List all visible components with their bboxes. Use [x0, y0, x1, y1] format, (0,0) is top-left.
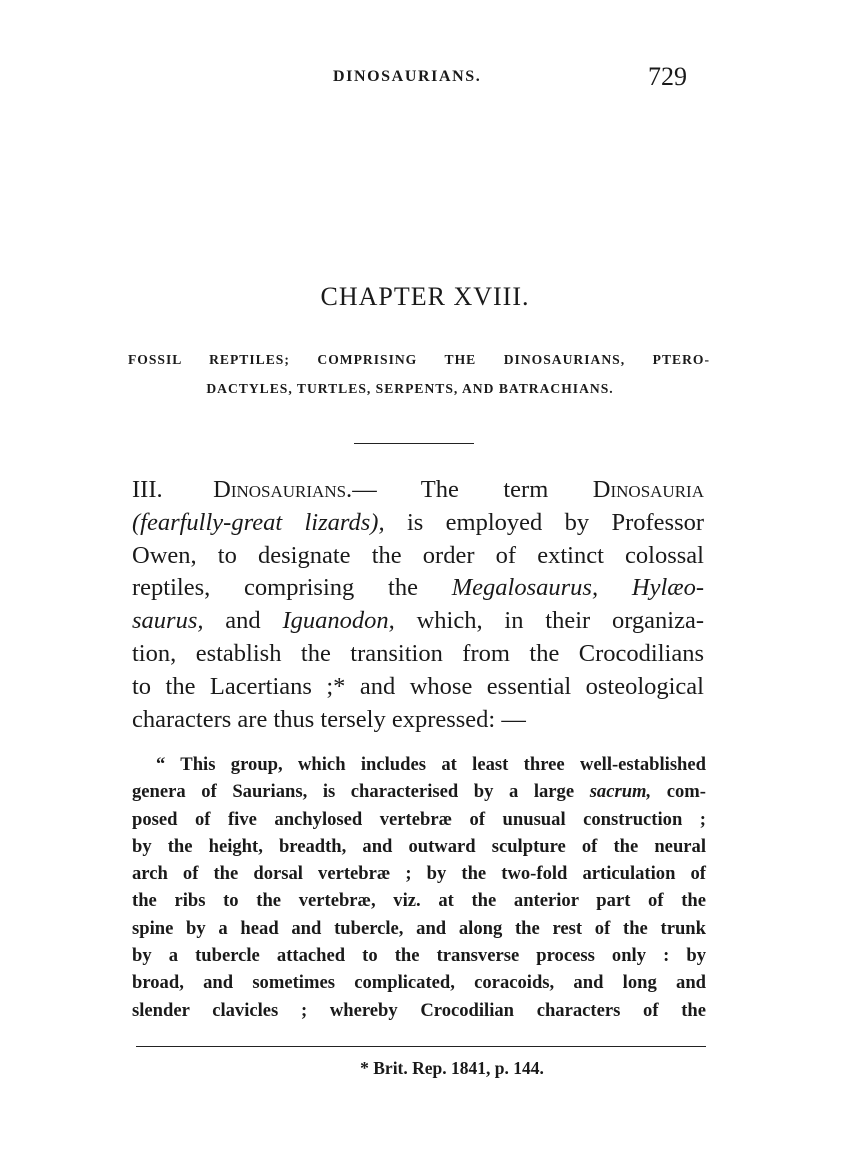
body-line: tion, establish the transition from the Crocodilians: [132, 639, 704, 667]
quote-line: broad, and sometimes complicated, coracoids, and long and: [132, 972, 706, 994]
quote-line: arch of the dorsal vertebræ ; by the two-fold articulation of: [132, 863, 706, 885]
quote-line: by the height, breadth, and outward sculpture of the neural: [132, 835, 706, 857]
chapter-title: CHAPTER XVIII.: [320, 282, 530, 311]
section-heading: Dinosaurians.: [213, 476, 353, 503]
body-text: which, in their organiza-: [416, 607, 705, 635]
section-divider: [354, 443, 474, 444]
body-line: [132, 474, 704, 507]
quote-line: “ This group, which includes at least three well-established: [156, 754, 706, 775]
body-line: [132, 605, 704, 638]
body-text: and: [225, 607, 261, 635]
section-body: [132, 474, 704, 736]
chapter-subtitle: [128, 345, 710, 403]
body-text: is employed by Professor: [406, 508, 705, 536]
page-number: 729: [648, 62, 687, 91]
quote-text: genera of Saurians, is characterised by a large: [132, 781, 575, 803]
quote-line: slender clavicles ; whereby Crocodilian characters of the: [132, 999, 706, 1021]
body-italic: Iguanodon,: [282, 607, 395, 635]
running-head: [0, 64, 850, 94]
body-line: [132, 572, 704, 605]
body-line: characters are thus tersely expressed: —: [132, 705, 526, 733]
body-line: [132, 507, 704, 540]
body-line: to the Lacertians ;* and whose essential osteological: [132, 672, 704, 700]
body-italic: Hylæo-: [631, 574, 704, 602]
section-numeral: III.: [132, 476, 163, 503]
chapter-subtitle-line-1: FOSSIL REPTILES; COMPRISING THE DINOSAURIANS, PTERO-: [128, 352, 710, 367]
quote-italic: sacrum,: [589, 781, 652, 803]
quote-line: by a tubercle attached to the transverse process only : by: [132, 945, 706, 967]
running-title: DINOSAURIANS.: [333, 68, 482, 85]
footnote: [0, 1058, 850, 1079]
quote-line: spine by a head and tubercle, and along the rest of the trunk: [132, 917, 706, 939]
body-italic: (fearfully-great lizards),: [132, 508, 385, 536]
body-italic: saurus,: [132, 607, 204, 635]
body-term: Dinosauria: [592, 476, 704, 503]
body-italic: Megalosaurus,: [451, 574, 599, 602]
quote-line: the ribs to the vertebræ, viz. at the anterior part of the: [132, 890, 706, 912]
body-line: Owen, to designate the order of extinct colossal: [132, 541, 704, 569]
body-text: reptiles, comprising the: [132, 574, 418, 602]
footnote-text: * Brit. Rep. 1841, p. 144.: [360, 1058, 544, 1078]
chapter-subtitle-line-2: DACTYLES, TURTLES, SERPENTS, AND BATRACHIANS.: [206, 381, 614, 396]
quote-line: [132, 778, 706, 805]
quote-text: com-: [666, 781, 706, 803]
quotation-block: [132, 751, 706, 1024]
quote-line: posed of five anchylosed vertebræ of unusual construction ;: [132, 808, 706, 830]
section-dash: —: [352, 476, 377, 503]
body-text: The term: [420, 476, 549, 503]
footnote-divider: [136, 1046, 706, 1047]
